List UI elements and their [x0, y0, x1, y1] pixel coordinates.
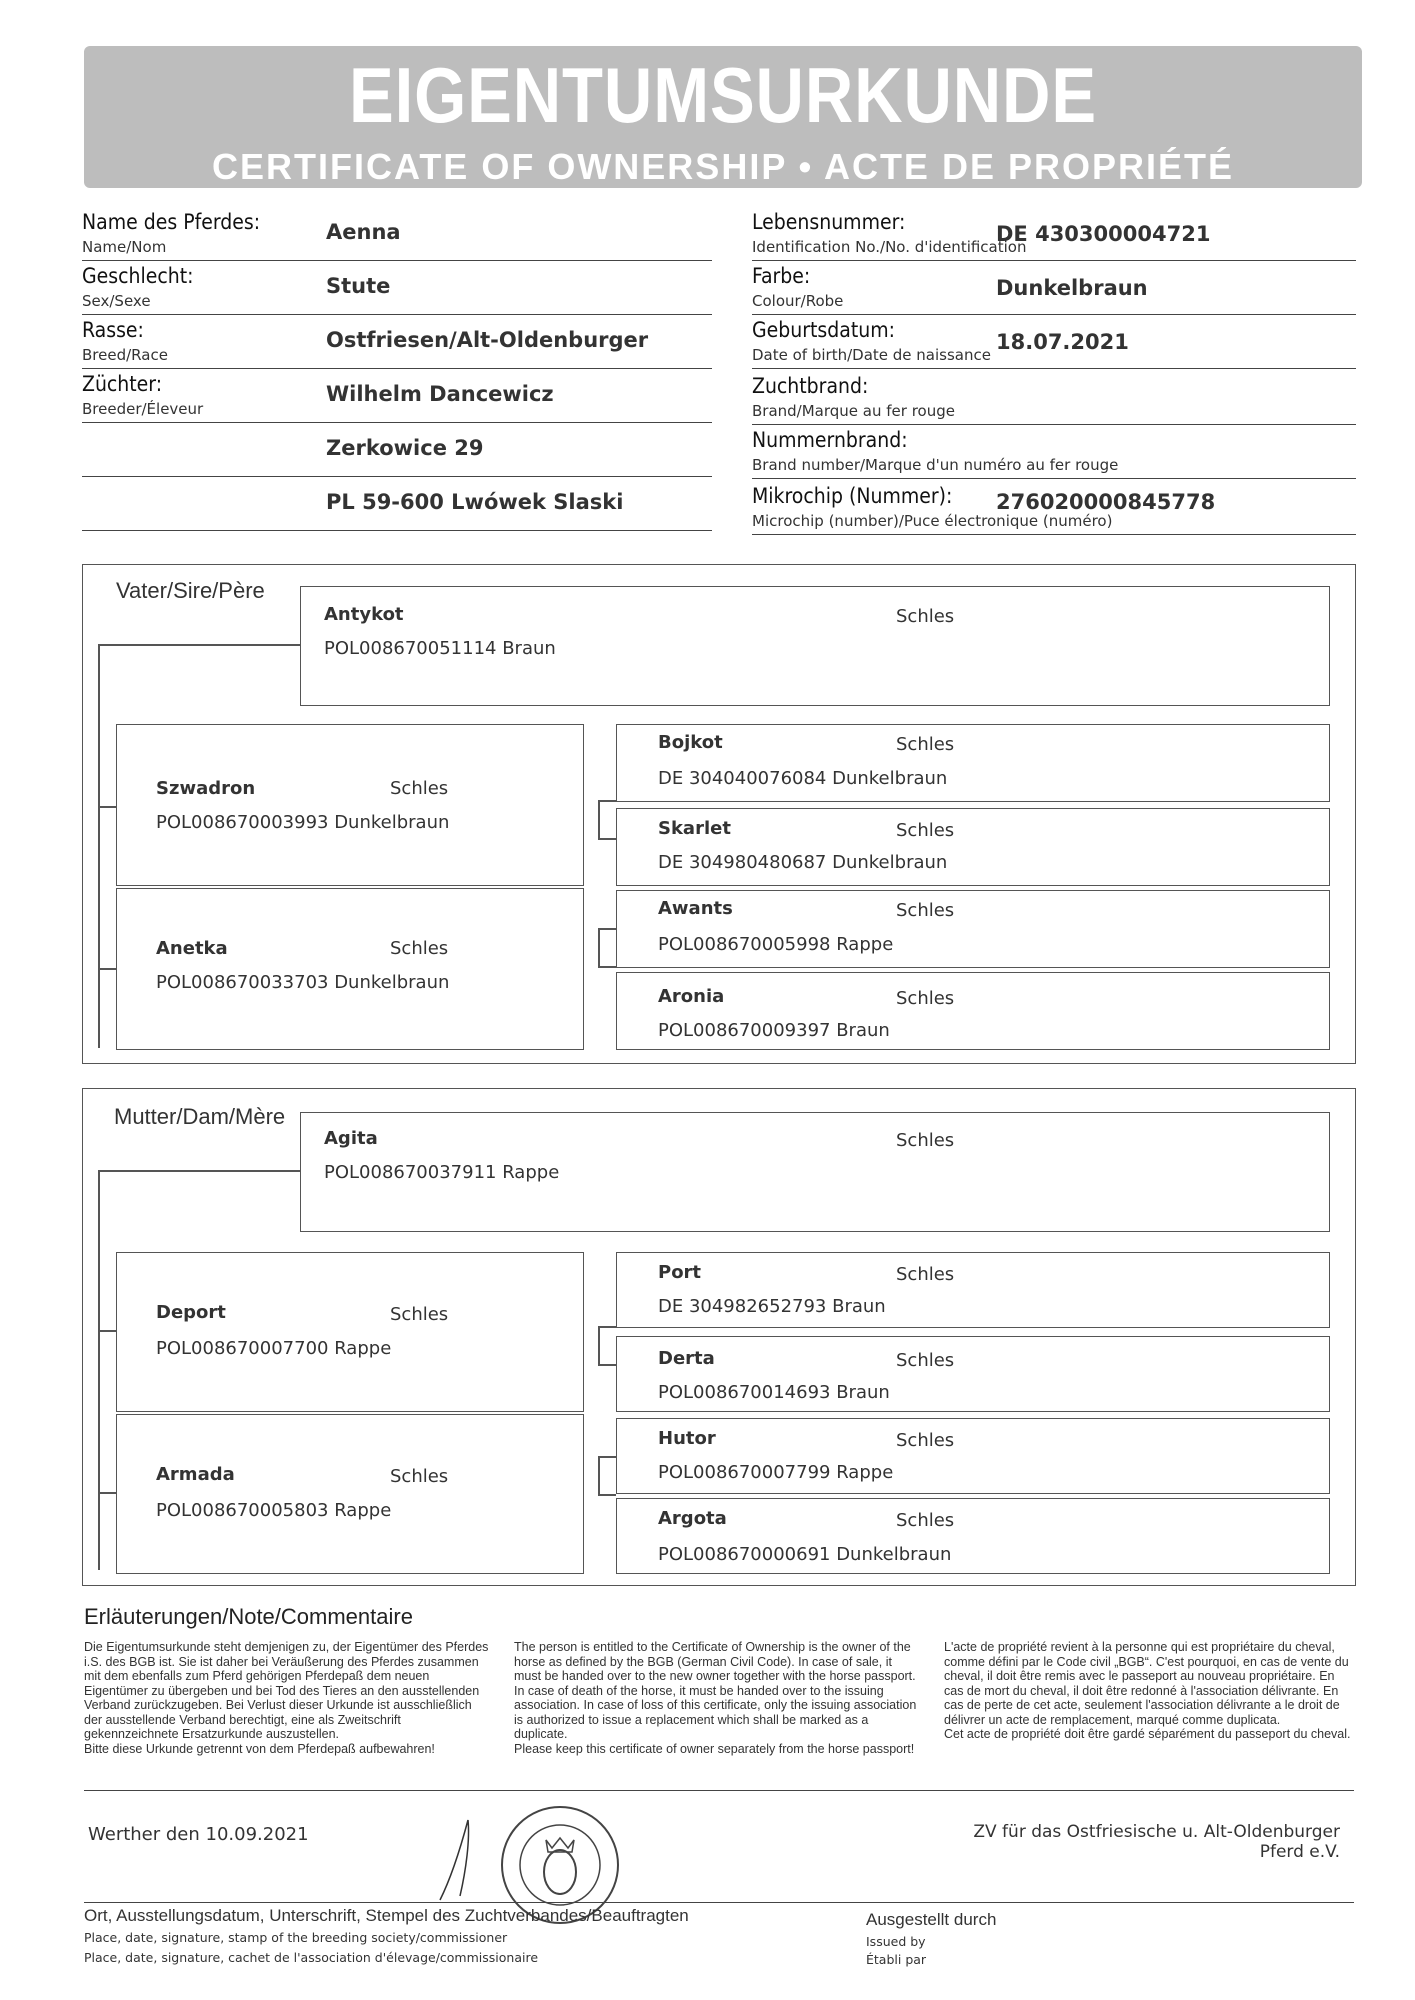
connector-line: [98, 1170, 100, 1570]
divider: [82, 314, 712, 315]
sire-dam-id: POL008670033703 Dunkelbraun: [156, 972, 450, 993]
place-date: Werther den 10.09.2021: [88, 1824, 309, 1845]
breed-label: Rasse:: [82, 318, 144, 342]
breeder-address-line1: Zerkowice 29: [326, 436, 484, 460]
connector-line: [98, 968, 116, 970]
connector-line: [598, 1494, 616, 1496]
breeder-label: Züchter:: [82, 372, 163, 396]
sire-section-label: Vater/Sire/Père: [116, 578, 265, 603]
sire-sire-sire-breed: Schles: [896, 734, 955, 755]
sire-sire-breed: Schles: [390, 778, 449, 799]
dam-dam-dam-name: Argota: [658, 1508, 727, 1529]
sire-sire-sire-box: [616, 724, 1330, 802]
sire-dam-sire-breed: Schles: [896, 900, 955, 921]
dam-section-label: Mutter/Dam/Mère: [114, 1104, 286, 1129]
divider: [752, 478, 1356, 479]
issued-by-de: Ausgestellt durch: [866, 1910, 997, 1929]
life-number-value: DE 430300004721: [996, 222, 1211, 246]
sire-dam-sire-name: Awants: [658, 898, 733, 919]
sire-dam-box: [116, 888, 584, 1050]
breed-sublabel: Breed/Race: [82, 346, 168, 364]
microchip-value: 276020000845778: [996, 490, 1216, 514]
number-brand-sublabel: Brand number/Marque d'un numéro au fer rouge: [752, 456, 1119, 474]
sire-sire-box: [116, 724, 584, 886]
connector-line: [598, 928, 600, 968]
dam-sire-dam-id: POL008670014693 Braun: [658, 1382, 890, 1403]
sire-dam-breed: Schles: [390, 938, 449, 959]
document-title: EIGENTUMSURKUNDE: [349, 51, 1097, 139]
sire-sire-dam-name: Skarlet: [658, 818, 731, 839]
dam-dam-box: [116, 1414, 584, 1574]
sire-dam-name: Anetka: [156, 938, 228, 959]
connector-line: [598, 928, 616, 930]
connector-line: [598, 1364, 616, 1366]
divider: [82, 260, 712, 261]
signature-label-de: Ort, Ausstellungsdatum, Unterschrift, Stempel des Zuchtverbandes/Beauftragten: [84, 1906, 689, 1925]
notes-heading: Erläuterungen/Note/Commentaire: [84, 1604, 413, 1629]
connector-line: [598, 800, 616, 802]
connector-line: [98, 644, 100, 1048]
connector-line: [598, 838, 616, 840]
life-number-label: Lebensnummer:: [752, 210, 906, 234]
issued-by-en: Issued by: [866, 1934, 926, 1949]
dam-sire-name: Deport: [156, 1302, 226, 1323]
divider: [82, 422, 712, 423]
sire-sire-dam-id: DE 304980480687 Dunkelbraun: [658, 852, 948, 873]
signature-label-fr: Place, date, signature, cachet de l'association d'élevage/commissionaire: [84, 1950, 539, 1965]
colour-label: Farbe:: [752, 264, 811, 288]
connector-line: [98, 806, 116, 808]
sire-dam-sire-id: POL008670005998 Rappe: [658, 934, 894, 955]
divider: [84, 1790, 1354, 1791]
connector-line: [598, 800, 600, 840]
divider: [752, 368, 1356, 369]
notes-german: [84, 1640, 490, 1756]
brand-label: Zuchtbrand:: [752, 374, 869, 398]
dam-sire-sire-name: Port: [658, 1262, 702, 1283]
dam-dam-sire-id: POL008670007799 Rappe: [658, 1462, 894, 1483]
notes-french-text: L'acte de propriété revient à la personne qui est propriétaire du cheval, comme défini par le Code civil „BGB“. C'est pourquoi, en cas de vente du cheval, il doit être remis avec le passeport au nouveau propriétaire. En cas de mort du cheval, il doit être redonné à l'association délivrante. En cas de perte de cet acte, seulement l'association délivrante a le droit de délivrer un acte de remplacement, marqué comme duplicata.: [944, 1640, 1349, 1727]
sex-label: Geschlecht:: [82, 264, 194, 288]
sire-name: Antykot: [324, 604, 404, 625]
dam-dam-breed: Schles: [390, 1466, 449, 1487]
sire-sire-sire-name: Bojkot: [658, 732, 723, 753]
dam-id: POL008670037911 Rappe: [324, 1162, 560, 1183]
breeder-address-line2: PL 59-600 Lwówek Slaski: [326, 490, 624, 514]
breed-value: Ostfriesen/Alt-Oldenburger: [326, 328, 649, 352]
notes-english-keep: Please keep this certificate of owner separately from the horse passport!: [514, 1741, 915, 1756]
connector-line: [98, 1492, 116, 1494]
sire-dam-dam-breed: Schles: [896, 988, 955, 1009]
notes-german-keep: Bitte diese Urkunde getrennt von dem Pferdepaß aufbewahren!: [84, 1741, 435, 1756]
divider: [752, 534, 1356, 535]
dam-sire-dam-breed: Schles: [896, 1350, 955, 1371]
sire-sire-id: POL008670003993 Dunkelbraun: [156, 812, 450, 833]
signature-label-en: Place, date, signature, stamp of the breeding society/commissioner: [84, 1930, 508, 1945]
dam-sire-box: [116, 1252, 584, 1412]
divider: [82, 476, 712, 477]
header-banner: [84, 46, 1362, 188]
dam-dam-dam-breed: Schles: [896, 1510, 955, 1531]
stamp-emblem: [544, 1850, 576, 1894]
connector-line: [598, 966, 616, 968]
dam-dam-id: POL008670005803 Rappe: [156, 1500, 392, 1521]
sex-value: Stute: [326, 274, 391, 298]
number-brand-label: Nummernbrand:: [752, 428, 908, 452]
notes-french: [944, 1640, 1354, 1742]
birth-sublabel: Date of birth/Date de naissance: [752, 346, 991, 364]
connector-line: [598, 1326, 600, 1366]
issued-by-fr: Établi par: [866, 1952, 927, 1967]
issuer-line2: Pferd e.V.: [1259, 1842, 1340, 1862]
dam-sire-sire-id: DE 304982652793 Braun: [658, 1296, 886, 1317]
birth-value: 18.07.2021: [996, 330, 1129, 354]
sire-id: POL008670051114 Braun: [324, 638, 556, 659]
issuer-line1: ZV für das Ostfriesische u. Alt-Oldenburger: [973, 1822, 1340, 1842]
breeder-value: Wilhelm Dancewicz: [326, 382, 554, 406]
breeder-sublabel: Breeder/Éleveur: [82, 400, 204, 418]
connector-line: [598, 1326, 616, 1328]
divider: [82, 368, 712, 369]
dam-breed: Schles: [896, 1130, 955, 1151]
connector-line: [98, 1170, 300, 1172]
divider: [752, 424, 1356, 425]
issuer-name: [920, 1822, 1340, 1862]
sire-dam-dam-name: Aronia: [658, 986, 725, 1007]
document-subtitle: CERTIFICATE OF OWNERSHIP • ACTE DE PROPRIÉTÉ: [212, 146, 1234, 187]
dam-dam-sire-breed: Schles: [896, 1430, 955, 1451]
life-number-sublabel: Identification No./No. d'identification: [752, 238, 1027, 256]
dam-sire-sire-breed: Schles: [896, 1264, 955, 1285]
colour-sublabel: Colour/Robe: [752, 292, 844, 310]
dam-dam-sire-name: Hutor: [658, 1428, 716, 1449]
sire-sire-sire-id: DE 304040076084 Dunkelbraun: [658, 768, 948, 789]
colour-value: Dunkelbraun: [996, 276, 1148, 300]
divider: [82, 530, 712, 531]
connector-line: [98, 1330, 116, 1332]
brand-sublabel: Brand/Marque au fer rouge: [752, 402, 955, 420]
connector-line: [598, 1456, 600, 1496]
name-sublabel: Name/Nom: [82, 238, 167, 256]
divider: [752, 260, 1356, 261]
divider: [752, 314, 1356, 315]
divider: [84, 1902, 1354, 1903]
microchip-sublabel: Microchip (number)/Puce électronique (numéro): [752, 512, 1113, 530]
signature-stroke: [440, 1820, 469, 1900]
sire-breed: Schles: [896, 606, 955, 627]
sire-sire-dam-breed: Schles: [896, 820, 955, 841]
dam-sire-dam-name: Derta: [658, 1348, 715, 1369]
connector-line: [598, 1456, 616, 1458]
notes-french-keep: Cet acte de propriété doit être gardé séparément du passeport du cheval.: [944, 1727, 1351, 1741]
notes-english-text: The person is entitled to the Certificate of Ownership is the owner of the horse as defined by the BGB (German Civil Code). In case of sale, it must be handed over to the new owner together with the horse passport. In case of death of the horse, it must be handed over to the issuing association. In case of loss of this certificate, only the issuing association is authorized to issue a replacement which shall be marked as a duplicate.: [514, 1640, 917, 1741]
dam-name: Agita: [324, 1128, 378, 1149]
notes-german-text: Die Eigentumsurkunde steht demjenigen zu, der Eigentümer des Pferdes i.S. des BGB ist. Sie ist daher bei Veräußerung des Pferdes zusammen mit dem ebenfalls zum Pferd gehörigen Pferdepaß dem neuen Eigentümer zu übergeben und bei Tod des Tieres an den ausstellenden Verband zurückzugeben. Bei Verlust dieser Urkunde ist ausschließlich der ausstellende Verband berechtigt, eine als Zweitschrift gekennzeichnete Ersatzurkunde auszustellen.: [84, 1640, 489, 1741]
connector-line: [98, 644, 300, 646]
name-label: Name des Pferdes:: [82, 210, 261, 234]
birth-label: Geburtsdatum:: [752, 318, 895, 342]
microchip-label: Mikrochip (Nummer):: [752, 484, 953, 508]
dam-sire-id: POL008670007700 Rappe: [156, 1338, 392, 1359]
dam-dam-name: Armada: [156, 1464, 235, 1485]
sire-dam-dam-id: POL008670009397 Braun: [658, 1020, 890, 1041]
dam-sire-breed: Schles: [390, 1304, 449, 1325]
name-value: Aenna: [326, 220, 401, 244]
dam-dam-dam-id: POL008670000691 Dunkelbraun: [658, 1544, 952, 1565]
sire-sire-name: Szwadron: [156, 778, 256, 799]
sex-sublabel: Sex/Sexe: [82, 292, 151, 310]
notes-english: [514, 1640, 920, 1756]
